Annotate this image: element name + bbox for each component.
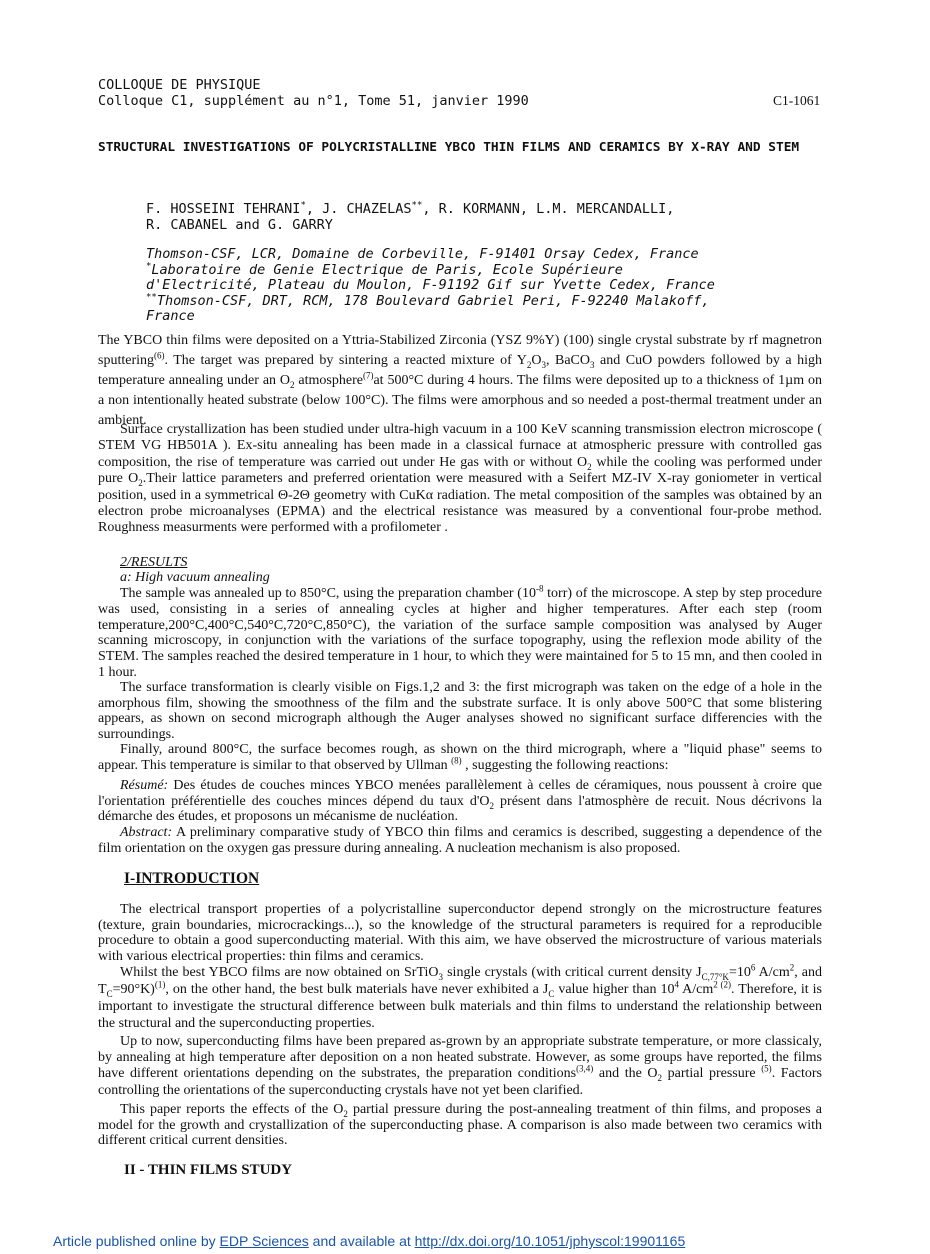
citation: (7): [362, 370, 374, 381]
edp-sciences-link[interactable]: EDP Sciences: [219, 1233, 309, 1249]
affiliation-text: Thomson-CSF, DRT, RCM, 178 Boulevard Gabriel Peri, F-92240 Malakoff,: [156, 292, 710, 309]
affiliation-mark: **: [146, 292, 157, 302]
author-name: , J. CHAZELAS: [305, 201, 412, 217]
journal-name: COLLOQUE DE PHYSIQUE: [98, 77, 261, 93]
citation: (6): [154, 350, 165, 361]
paragraph-surface: The surface transformation is clearly visible on Figs.1,2 and 3: the first micrograph was taken on the edge of a hole in the amorphous film, showing the smoothness of the film and the substrate surface. It is only above 500°C that some blistering appears, as shown on second micrograph although the Auger analyses showed no significant surface differencies with the surroundings.: [98, 680, 822, 742]
footer-text: and available at: [308, 1233, 415, 1249]
resume-label: Résumé:: [120, 778, 169, 793]
affiliation-line: [146, 263, 836, 279]
section-heading-thin-films: II - THIN FILMS STUDY: [124, 1162, 293, 1178]
footer-text: Article published online by: [53, 1233, 220, 1249]
paragraph-deposition: The YBCO thin films were deposited on a Yttria-Stabilized Zirconia (YSZ 9%Y) (100) single crystal substrate by rf magnetron sputtering$^{(6)}$. The target was prepared by sintering a reacted mixture of $Y_2O_3$, BaCO$_3$ and CuO powders followed by a high temperature annealing under an $O_2$ atmosphere$^{(7)}$at 500°C during 4 hours. The films were deposited up to a thickness of 1µm on a non intentionally heated substrate (below 100°C). The films were amorphous and so needed a post-thermal treatment under an ambient.: [98, 333, 823, 428]
paper-title: STRUCTURAL INVESTIGATIONS OF POLYCRISTALLINE YBCO THIN FILMS AND CERAMICS BY X-RAY AND STEM: [98, 140, 800, 155]
resume-paragraph: Résumé: Des études de couches minces YBCO menées parallèlement à celles de céramiques, nous poussent à croire que l'orientation préférentielle des couches minces dépend du taux $d'O_2$ présent dans l'atmosphère de recuit. Nous décrivons la démarche des études, et proposons un mécanisme de nucléation.: [98, 778, 822, 825]
publication-footer: [53, 1233, 685, 1249]
paragraph-annealing: The sample was annealed up to 850°C, using the preparation chamber ($10^{-8}$ torr) of the microscope. A step by step procedure was used, consisting in a series of annealing cycles at higher and higher temperatures. After each step (room temperature,200°C,400°C,540°C,720°C,850°C), the variation of the surface sample composition was analysed by Auger scanning microscopy, in conjunction with the variations of the surface topography, using the reflexion mode ability of the STEM. The samples reached the desired temperature in 1 hour, to which they were maintained for 5 to 15 mn, and then cooled in 1 hour.: [98, 583, 823, 680]
citation: (8): [451, 754, 462, 765]
abstract-label: Abstract:: [120, 825, 173, 840]
paragraph-methods: Surface crystallization has been studied under ultra-high vacuum in a 100 KeV scanning transmission electron microscope ( STEM VG HB501A ). Ex-situ annealing has been made in a classical furnace at atmospheric pressure with controlled gas composition, the rise of temperature was carried out under He gas with or without $O_2$ while the cooling was performed under pure $O_2.Their$ lattice parameters and preferred orientation were measured with a Seifert MZ-IV X-ray goniometer in vertical position, used in a symmetrical Θ-2Θ geometry with CuKα radiation. The metal composition of the samples was obtained by an electron probe microanalyses (EPMA) and the electrical resistance was measured by a conventional four-probe method. Roughness measurments were performed with a profilometer .: [98, 422, 822, 536]
citation: 2 (2): [713, 979, 732, 990]
author-name: , R. KORMANN, L.M. MERCANDALLI,: [422, 201, 675, 217]
journal-issue: Colloque C1, supplément au n°1, Tome 51, janvier 1990: [98, 93, 529, 109]
affiliation-line: [146, 294, 836, 310]
affiliation-mark: **: [411, 200, 423, 211]
citation: (3,4): [576, 1063, 594, 1074]
author-list: [146, 201, 826, 233]
doi-link[interactable]: http://dx.doi.org/10.1051/jphyscol:19901165: [414, 1233, 686, 1249]
subsection-heading: a: High vacuum annealing: [120, 570, 270, 585]
paragraph-liquid-phase: Finally, around 800°C, the surface becomes rough, as shown on the third micrograph, where a "liquid phase" seems to appear. This temperature is similar to that observed by Ullman $^{(8)}$ , suggesting the following reactions:: [98, 742, 822, 773]
affiliation-line: France: [146, 308, 195, 324]
section-heading-introduction: I-INTRODUCTION: [124, 870, 260, 887]
affiliation-mark: *: [146, 261, 152, 271]
affiliation-line: d'Electricité, Plateau du Moulon, F-91192 Gif sur Yvette Cedex, France: [146, 277, 715, 293]
affiliation-line: Thomson-CSF, LCR, Domaine de Corbeville, F-91401 Orsay Cedex, France: [146, 246, 699, 262]
author-name: R. CABANEL and G. GARRY: [146, 217, 333, 233]
affiliation-mark: *: [300, 200, 306, 211]
author-name: F. HOSSEINI TEHRANI: [146, 201, 301, 217]
paragraph-intro-1: The electrical transport properties of a polycristalline superconductor depend strongly on the microstructure features (texture, grain boundaries, microcrackings...), so the knowledge of the structural parameters is required for a reproducible procedure to obtain a good superconducting material. With this aim, we have observed the microstructure of various materials with various electrical properties: thin films and ceramics.: [98, 902, 822, 964]
page-number: C1-1061: [773, 93, 821, 108]
citation: (5): [761, 1063, 772, 1074]
paragraph-intro-3: Up to now, superconducting films have been prepared as-grown by an appropriate substrate temperature, or more classicaly, by annealing at high temperature after deposition on a non heated substrate. However, as some groups have reported, the films have different orientations depending on the substrates, the preparation conditions$^{(3,4)}$ and the $O_2$ partial pressure $^{(5)}$. Factors controlling the orientations of the superconducting crystals have not yet been clarified.: [98, 1034, 822, 1098]
section-heading-results: 2/RESULTS: [120, 555, 188, 570]
paragraph-intro-2: Whilst the best YBCO films are now obtained on SrTiO$_3$ single crystals (with critical current density $J_{C,77^\circ K}=10^6$ $A/cm^2$, and $T_C=90^\circ K)^{(1)}$, on the other hand, the best bulk materials have never exhibited a $J_C$ value higher than $10^4$ $A/cm^{2 (2)}$. Therefore, it is important to investigate the structural difference between bulk materials and thin films to understand the relationship between the structural and the superconducting properties.: [98, 962, 823, 1031]
affiliations: [146, 247, 836, 325]
paragraph-intro-4: This paper reports the effects of the $O_2$ partial pressure during the post-annealing treatment of thin films, and proposes a model for the growth and crystallization of the superconducting phase. A comparison is also made between two ceramics with different critical current densities.: [98, 1102, 822, 1149]
abstract-paragraph: Abstract: A preliminary comparative study of YBCO thin films and ceramics is described, suggesting a dependence of the film orientation on the oxygen gas pressure during annealing. A nucleation mechanism is also proposed.: [98, 825, 822, 856]
citation: (1): [154, 979, 166, 990]
affiliation-text: Laboratoire de Genie Electrique de Paris, Ecole Supérieure: [151, 261, 623, 278]
